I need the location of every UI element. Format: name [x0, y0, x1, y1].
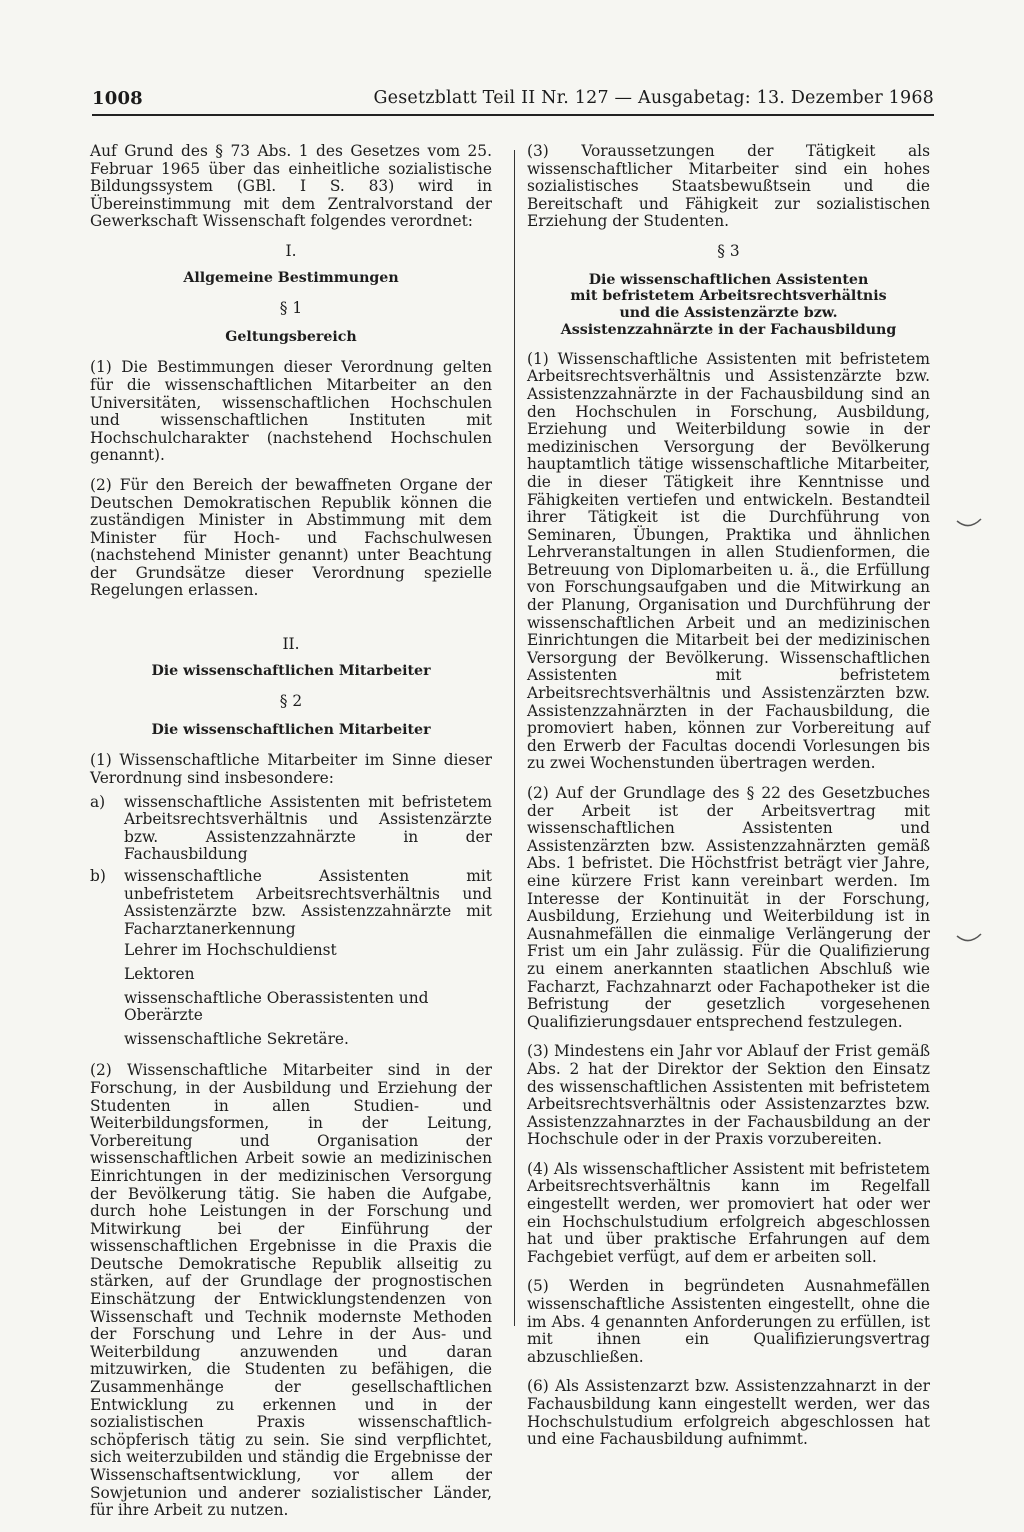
list-item	[90, 794, 492, 864]
paragraph: (1) Wissenschaftliche Mitarbeiter im Sinne dieser Verordnung sind insbesondere:	[90, 751, 492, 788]
part-title: Die wissenschaftlichen Mitarbeiter	[151, 662, 431, 679]
section-title-line: Die wissenschaftlichen Assistenten	[588, 271, 869, 288]
list-label: b)	[90, 867, 106, 885]
list-label: a)	[90, 792, 106, 811]
paragraph: (3) Voraussetzungen der Tätigkeit als wissenschaftlicher Mitarbeiter sind ein hohes sozialistisches Staatsbewußtsein und die Bereitschaft und Fähigkeit zur sozialistischen Erziehung der Studenten.	[527, 142, 930, 231]
list-line: wissenschaftliche Oberassistenten und Oberärzte	[124, 988, 429, 1025]
part-number: II.	[282, 635, 300, 654]
paragraph: (3) Mindestens ein Jahr vor Ablauf der Frist gemäß Abs. 2 hat der Direktor der Sektion den Einsatz des wissenschaftlichen Assistenten mit befristetem Arbeitsrechtsverhältnis oder Assistenzarztes bzw. Assistenzzahnarztes in der Fachausbildung an der Hochschule oder in der Praxis vorzubereiten.	[527, 1042, 930, 1149]
paragraph: (1) Die Bestimmungen dieser Verordnung gelten für die wissenschaftlichen Mitarbeiter an den Universitäten, wissenschaftlichen Hochschulen und wissenschaftlichen Instituten mit Hochschulcharakter (nachstehend Hochschulen genannt).	[90, 358, 492, 465]
list-continuation	[124, 942, 492, 1048]
right-column	[527, 143, 930, 1461]
list-text: wissenschaftliche Assistenten mit befristetem Arbeitsrechtsverhältnis und Assistenzärzte bzw. Assistenzzahnärzte in der Fachausbildung	[124, 792, 492, 864]
section-title: Geltungsbereich	[225, 328, 357, 345]
section-title	[527, 272, 930, 339]
column-divider	[514, 150, 515, 1326]
paragraph: (2) Für den Bereich der bewaffneten Organe der Deutschen Demokratischen Republik können die zuständigen Minister in Abstimmung mit dem Minister für Hoch- und Fachschulwesen (nachstehend Minister genannt) unter Beachtung der Grundsätze dieser Verordnung spezielle Regelungen erlassen.	[90, 475, 492, 600]
preamble: Auf Grund des § 73 Abs. 1 des Gesetzes vom 25. Februar 1965 über das einheitliche sozialistische Bildungssystem (GBl. I S. 83) wird in Übereinstimmung mit dem Zentralvorstand der Gewerkschaft Wissenschaft folgendes verordnet:	[90, 142, 492, 231]
list-line: Lektoren	[124, 964, 195, 983]
paragraph: (6) Als Assistenzarzt bzw. Assistenzzahnarzt in der Fachausbildung kann eingestellt werden, wer das Hochschulstudium erfolgreich abgeschlossen hat und eine Fachausbildung aufnimmt.	[527, 1377, 930, 1449]
section-title: Die wissenschaftlichen Mitarbeiter	[151, 721, 431, 738]
paragraph: (2) Wissenschaftliche Mitarbeiter sind in der Forschung, in der Ausbildung und Erziehung der Studenten in allen Studien- und Weiterbildungsformen, in der Leitung, Vorbereitung und Organisation der wissenschaftlichen Arbeit sowie an medizinischen Einrichtungen in der medizinischen Versorgung der Bevölkerung tätig. Sie haben die Aufgabe, durch hohe Leistungen in der Forschung und Mitwirkung bei der Einführung der wissenschaftlichen Ergebnisse in die Praxis die Deutsche Demokratische Republik allseitig zu stärken, auf der Grundlage der prognostischen Einschätzung der Entwicklungstendenzen von Wissenschaft und Technik modernste Methoden der Forschung und Lehre in der Aus- und Weiterbildung anzuwenden und daran mitzuwirken, die Studenten zu befähigen, die Zusammenhänge der gesellschaftlichen Entwicklung zu erkennen und in der sozialistischen Praxis wissenschaftlich-schöpferisch tätig zu sein. Sie sind verpflichtet, sich weiterzubilden und ständig die Ergebnisse der Wissenschaftsentwicklung, vor allem der Sowjetunion und anderer sozialistischer Länder, für ihre Arbeit zu nutzen.	[90, 1061, 492, 1520]
publication-title: Gesetzblatt Teil II Nr. 127 — Ausgabetag: 13. Dezember 1968	[373, 88, 934, 108]
section-title-line: mit befristetem Arbeitsrechtsverhältnis	[570, 288, 887, 305]
section-number: § 2	[279, 692, 303, 711]
page-number: 1008	[92, 88, 143, 109]
margin-mark-icon	[955, 930, 985, 950]
list-item	[90, 868, 492, 938]
paragraph: (1) Wissenschaftliche Assistenten mit befristetem Arbeitsrechtsverhältnis und Assistenzärzte bzw. Assistenzzahnärzte in der Fachausbildung sind an den Hochschulen in Forschung, Ausbildung, Erziehung und Weiterbildung sowie in der medizinischen Versorgung der Bevölkerung hauptamtlich tätige wissenschaftliche Mitarbeiter, die in dieser Tätigkeit ihre Kenntnisse und Fähigkeiten vertiefen und entwickeln. Bestandteil ihrer Tätigkeit ist die Durchführung von Seminaren, Übungen, Praktika und ähnlichen Lehrveranstaltungen in allen Studienformen, die Betreuung von Diplomarbeiten u. ä., die Erfüllung von Forschungsaufgaben und die Mitwirkung an der Planung, Organisation und Durchführung der wissenschaftlichen Arbeit und an medizinischen Einrichtungen die Mitarbeit bei der medizinischen Versorgung der Bevölkerung. Wissenschaftlichen Assistenten mit befristetem Arbeitsrechtsverhältnis und Assistenzärzten bzw. Assistenzzahnärzten in der Fachausbildung, die promoviert haben, können zur Vorbereitung auf den Erwerb der Facultas docendi Vorlesungen bis zu zwei Wochenstunden übertragen werden.	[527, 349, 930, 773]
part-number: I.	[285, 241, 297, 260]
paragraph: (2) Auf der Grundlage des § 22 des Gesetzbuches der Arbeit ist der Arbeitsvertrag mit wissenschaftlichen Assistenten und Assistenzärzten bzw. Assistenzzahnärzten gemäß Abs. 1 befristet. Die Höchstfrist beträgt vier Jahre, eine kürzere Frist kann vereinbart werden. Im Interesse der Kontinuität in der Forschung, Ausbildung, Erziehung und Weiterbildung ist in Ausnahmefällen die einmalige Verlängerung der Frist um ein Jahr zulässig. Für die Qualifizierung zu einem anerkannten staatlichen Abschluß wie Facharzt, Fachzahnarzt oder Fachapotheker ist die Befristung der gesetzlich vorgesehenen Qualifizierungsdauer entsprechend festzulegen.	[527, 784, 930, 1031]
margin-mark-icon	[955, 515, 985, 535]
list-line: wissenschaftliche Sekretäre.	[124, 1029, 349, 1048]
section-number: § 3	[717, 241, 740, 260]
left-column	[90, 143, 492, 1532]
list-line: Lehrer im Hochschuldienst	[124, 941, 337, 960]
part-title: Allgemeine Bestimmungen	[183, 269, 399, 286]
section-number: § 1	[279, 299, 303, 318]
section-title-line: Assistenzzahnärzte in der Fachausbildung	[560, 321, 897, 338]
page-header	[92, 88, 934, 116]
paragraph: (4) Als wissenschaftlicher Assistent mit befristetem Arbeitsrechtsverhältnis kann im Regelfall eingestellt werden, wer promoviert hat oder wer ein Hochschulstudium erfolgreich abgeschlossen hat und über praktische Erfahrungen auf dem Fachgebiet verfügt, auf dem er arbeiten soll.	[527, 1159, 930, 1266]
list-text: wissenschaftliche Assistenten mit unbefristetem Arbeitsrechtsverhältnis und Assistenzärzte bzw. Assistenzzahnärzte mit Facharztanerkennung	[124, 867, 492, 938]
paragraph: (5) Werden in begründeten Ausnahmefällen wissenschaftliche Assistenten eingestellt, ohne die im Abs. 4 genannten Anforderungen zu erfüllen, ist mit ihnen ein Qualifizierungsvertrag abzuschließen.	[527, 1277, 930, 1366]
section-title-line: und die Assistenzärzte bzw.	[619, 305, 838, 322]
